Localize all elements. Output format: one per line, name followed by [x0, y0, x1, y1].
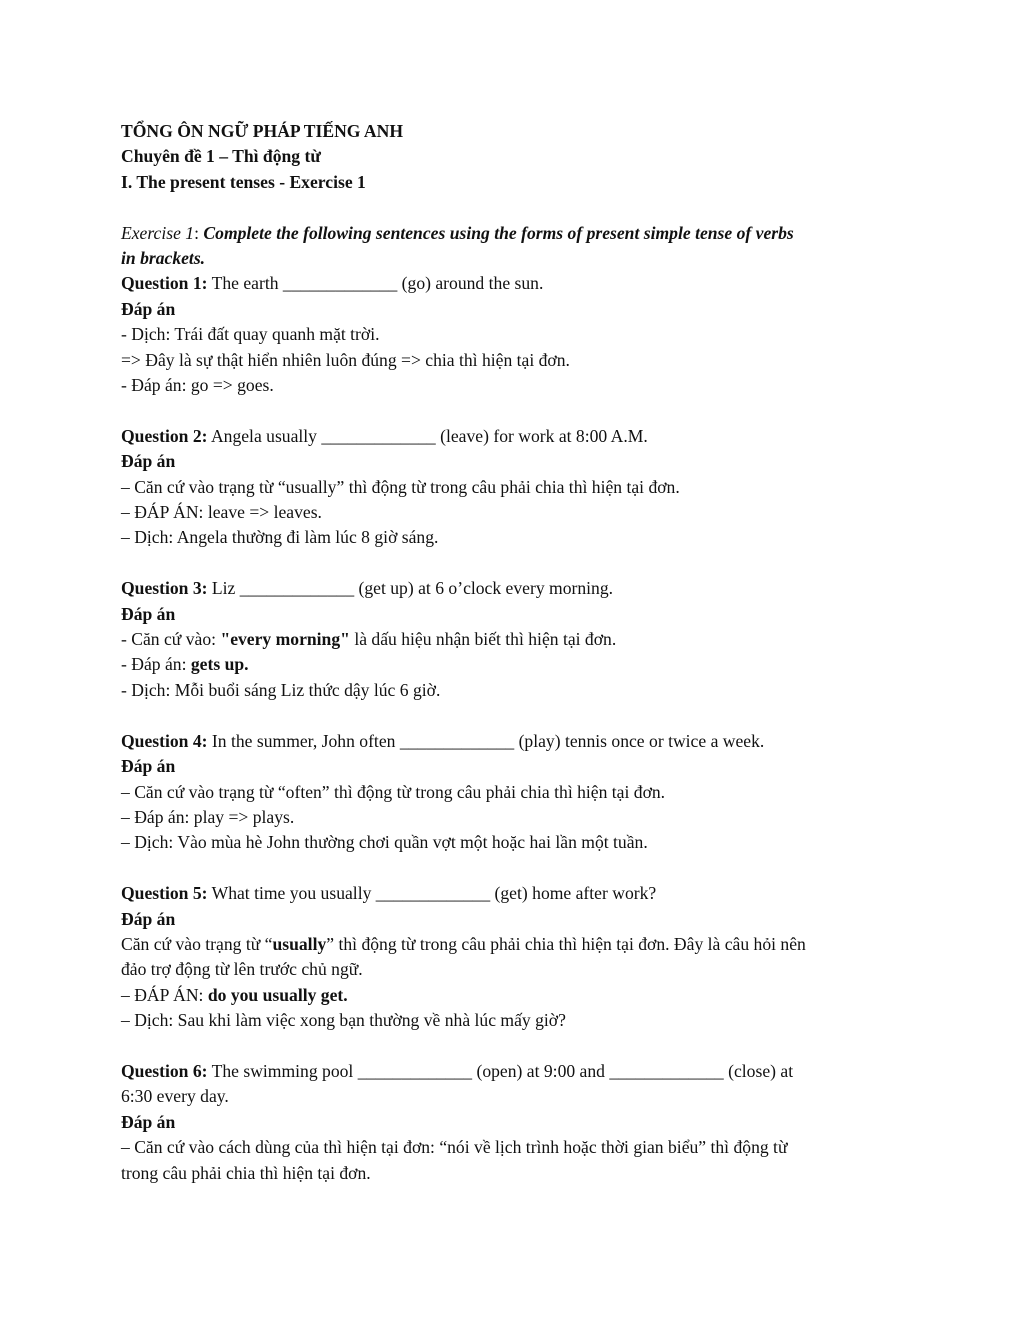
spacer	[121, 551, 911, 576]
answer-line: – Dịch: Angela thường đi làm lúc 8 giờ sáng.	[121, 527, 439, 548]
question-text: Liz _____________ (get up) at 6 o’clock every morning.	[207, 578, 614, 599]
answer-label: Đáp án	[121, 298, 176, 319]
answer-line: đảo trợ động từ lên trước chủ ngữ.	[121, 959, 363, 980]
answer-label: Đáp án	[121, 603, 176, 624]
answer-line: – ĐÁP ÁN: leave => leaves.	[121, 502, 322, 523]
spacer	[121, 703, 911, 728]
answer-line	[121, 627, 911, 652]
answer-line: – Căn cứ vào cách dùng của thì hiện tại đơn: “nói về lịch trình hoặc thời gian biểu” thì động từ	[121, 1137, 788, 1158]
question-label: Question 1:	[121, 273, 208, 294]
answer-text: – ĐÁP ÁN:	[121, 984, 208, 1005]
answer-text: ” thì động từ trong câu phải chia thì hiện tại đơn. Đây là câu hỏi nên	[326, 933, 806, 954]
answer-text: - Đáp án:	[121, 654, 191, 675]
answer-label: Đáp án	[121, 756, 176, 777]
answer-line	[121, 932, 911, 957]
question-text: What time you usually _____________ (get) home after work?	[207, 883, 657, 904]
question-label: Question 4:	[121, 730, 208, 751]
question-text: Angela usually _____________ (leave) for work at 8:00 A.M.	[207, 425, 648, 446]
answer-line	[121, 652, 911, 677]
answer-emphasis: "every morning"	[220, 629, 350, 650]
question-text: The earth _____________ (go) around the sun.	[207, 273, 544, 294]
spacer	[121, 1034, 911, 1059]
answer-text: - Căn cứ vào:	[121, 629, 221, 650]
question-text-cont: 6:30 every day.	[121, 1086, 229, 1107]
spacer	[121, 195, 911, 220]
answer-label: Đáp án	[121, 1111, 176, 1132]
answer-emphasis: do you usually get.	[207, 984, 348, 1005]
exercise-label: Exercise 1	[121, 222, 195, 243]
question-1	[121, 271, 911, 296]
document-title: TỔNG ÔN NGỮ PHÁP TIẾNG ANH	[121, 121, 404, 141]
exercise-instruction-cont: in brackets.	[121, 248, 206, 269]
answer-line: trong câu phải chia thì hiện tại đơn.	[121, 1162, 371, 1183]
question-text: In the summer, John often _____________ (play) tennis once or twice a week.	[207, 730, 765, 751]
answer-line	[121, 983, 911, 1008]
answer-label: Đáp án	[121, 451, 176, 472]
section-heading: I. The present tenses - Exercise 1	[121, 171, 366, 192]
spacer	[121, 398, 911, 423]
answer-line: - Đáp án: go => goes.	[121, 375, 274, 396]
question-2	[121, 424, 911, 449]
answer-text: Căn cứ vào trạng từ “	[121, 933, 273, 954]
answer-line: – Dịch: Sau khi làm việc xong bạn thường về nhà lúc mấy giờ?	[121, 1010, 566, 1031]
answer-line: - Dịch: Trái đất quay quanh mặt trời.	[121, 324, 380, 345]
question-label: Question 2:	[121, 425, 208, 446]
exercise-instruction	[121, 221, 911, 246]
question-label: Question 3:	[121, 578, 208, 599]
answer-line: – Dịch: Vào mùa hè John thường chơi quần vợt một hoặc hai lần một tuần.	[121, 832, 648, 853]
exercise-instruction-text: Complete the following sentences using the forms of present simple tense of verbs	[203, 222, 794, 243]
question-5	[121, 881, 911, 906]
answer-line: – Căn cứ vào trạng từ “usually” thì động từ trong câu phải chia thì hiện tại đơn.	[121, 476, 680, 497]
answer-line: => Đây là sự thật hiển nhiên luôn đúng => chia thì hiện tại đơn.	[121, 349, 570, 370]
question-6	[121, 1059, 911, 1084]
answer-label: Đáp án	[121, 908, 176, 929]
answer-text: là dấu hiệu nhận biết thì hiện tại đơn.	[349, 629, 617, 650]
question-label: Question 6:	[121, 1060, 208, 1081]
question-text: The swimming pool _____________ (open) at 9:00 and _____________ (close) at	[207, 1060, 794, 1081]
document-page	[121, 119, 911, 1186]
answer-line: – Căn cứ vào trạng từ “often” thì động từ trong câu phải chia thì hiện tại đơn.	[121, 781, 666, 802]
question-4	[121, 729, 911, 754]
exercise-colon: :	[194, 222, 204, 243]
spacer	[121, 856, 911, 881]
question-3	[121, 576, 911, 601]
question-label: Question 5:	[121, 883, 208, 904]
answer-emphasis: usually	[272, 933, 327, 954]
topic-heading: Chuyên đề 1 – Thì động từ	[121, 146, 321, 167]
answer-line: – Đáp án: play => plays.	[121, 806, 295, 827]
answer-line: - Dịch: Mỗi buổi sáng Liz thức dậy lúc 6 giờ.	[121, 679, 441, 700]
answer-emphasis: gets up.	[190, 654, 249, 675]
